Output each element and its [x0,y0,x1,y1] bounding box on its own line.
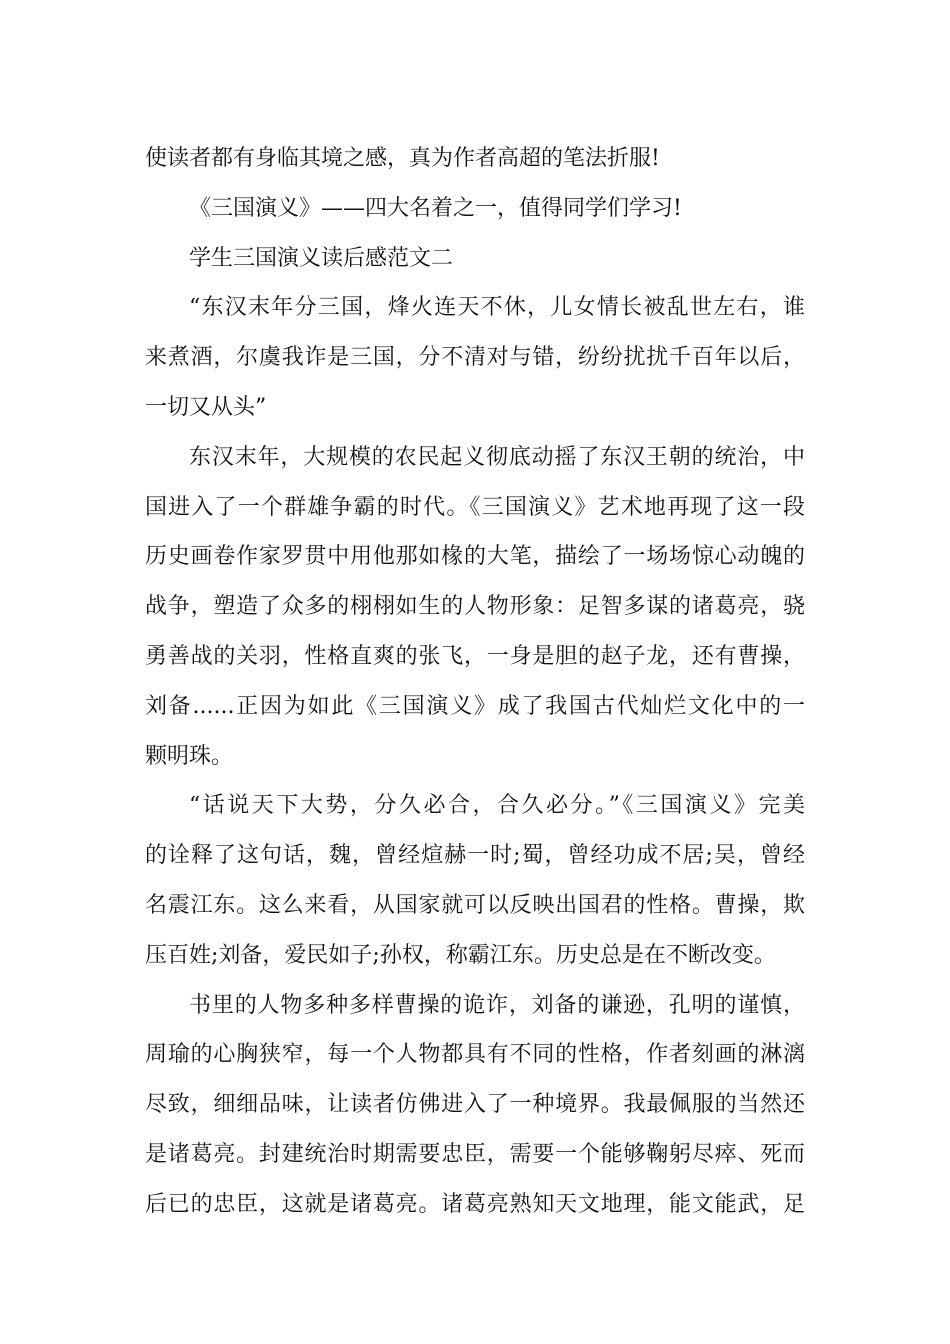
text-line: 尽致，细细品味，让读者仿佛进入了一种境界。我最佩服的当然还 [145,1092,805,1118]
document-body [145,134,805,1230]
text-line: “话说天下大势，分久必合，合久必分。”《三国演义》完美 [189,793,805,819]
text-line: 东汉末年，大规模的农民起义彻底动摇了东汉王朝的统治，中 [189,444,805,470]
text-line: 《三国演义》——四大名着之一，值得同学们学习! [189,195,682,221]
text-line: 后已的忠臣，这就是诸葛亮。诸葛亮熟知天文地理，能文能武，足 [145,1191,805,1217]
text-line: 书里的人物多种多样曹操的诡诈，刘备的谦逊，孔明的谨慎， [189,992,805,1018]
text-line: 名震江东。这么来看，从国家就可以反映出国君的性格。曹操，欺 [145,892,805,918]
text-line: 一切又从头” [145,394,267,420]
text-line: 使读者都有身临其境之感，真为作者高超的笔法折服! [145,146,660,171]
text-line: 的诠释了这句话，魏，曾经煊赫一时;蜀，曾经功成不居;吴，曾经 [145,843,805,869]
text-line: “东汉末年分三国，烽火连天不休，儿女情长被乱世左右，谁 [189,295,805,321]
text-line: 是诸葛亮。封建统治时期需要忠臣，需要一个能够鞠躬尽瘁、死而 [145,1141,805,1167]
text-line: 学生三国演义读后感范文二 [189,245,454,271]
text-line: 压百姓;刘备，爱民如子;孙权，称霸江东。历史总是在不断改变。 [145,942,776,968]
text-line: 刘备......正因为如此《三国演义》成了我国古代灿烂文化中的一 [145,693,805,719]
text-line: 颗明珠。 [145,743,234,769]
text-line: 战争，塑造了众多的栩栩如生的人物形象：足智多谋的诸葛亮，骁 [145,594,805,620]
text-line: 来煮酒，尔虞我诈是三国，分不清对与错，纷纷扰扰千百年以后， [145,345,805,371]
text-line: 国进入了一个群雄争霸的时代。《三国演义》艺术地再现了这一段 [145,494,805,520]
text-line: 勇善战的关羽，性格直爽的张飞，一身是胆的赵子龙，还有曹操， [145,643,805,669]
text-line: 周瑜的心胸狭窄，每一个人物都具有不同的性格，作者刻画的淋漓 [145,1042,805,1068]
text-line: 历史画卷作家罗贯中用他那如椽的大笔，描绘了一场场惊心动魄的 [145,544,805,570]
